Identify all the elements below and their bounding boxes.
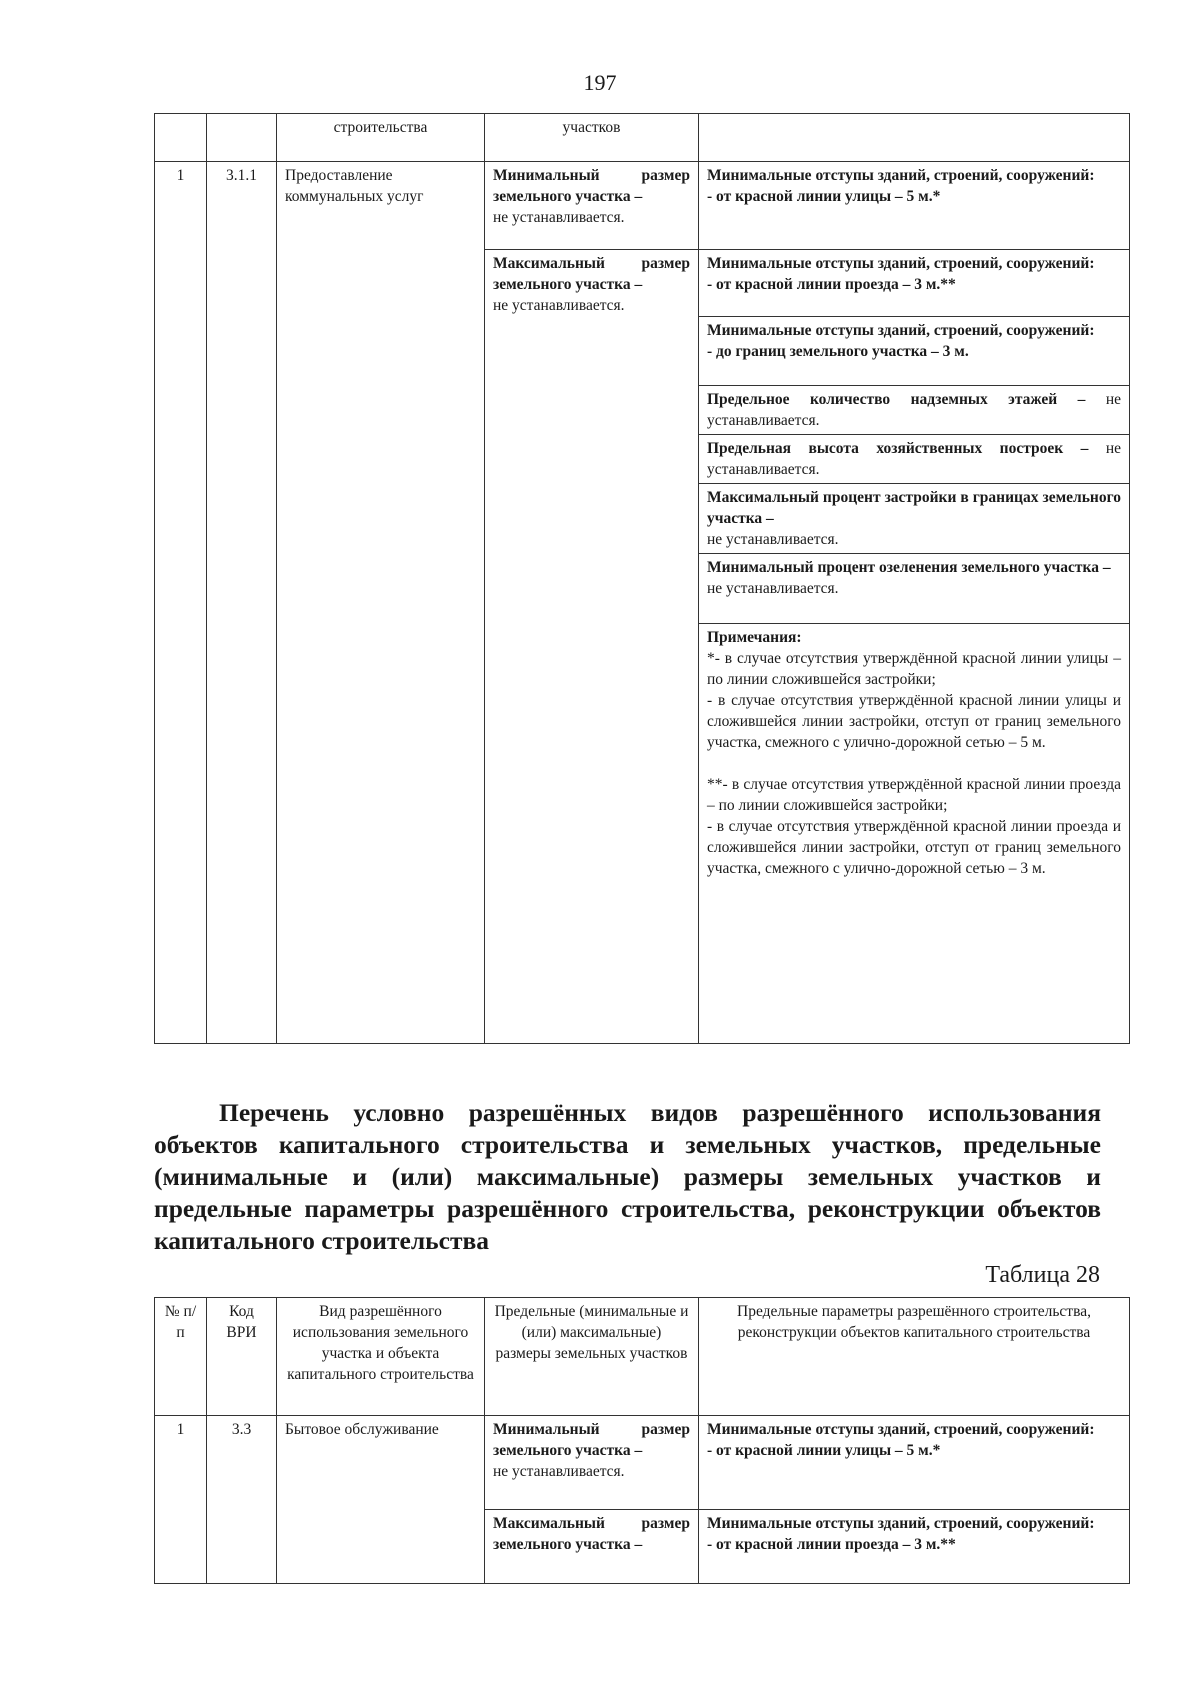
cell-size-max <box>485 1510 699 1584</box>
note-paragraph: *- в случае отсутствия утверждённой красной линии улицы – по линии сложившейся застройки; <box>707 650 1121 688</box>
param-label: Предельное количество надземных этажей – <box>707 391 1086 408</box>
cell-size-min <box>485 1416 699 1510</box>
param-label: Предельная высота хозяйственных построек – <box>707 440 1089 457</box>
cell-num: 1 <box>155 1416 207 1584</box>
param-label: Минимальные отступы зданий, строений, сооружений: <box>707 255 1095 272</box>
header-cell-size: Предельные (минимальные и (или) максимальные) размеры земельных участков <box>485 1298 699 1416</box>
size-min-value: не устанавливается. <box>493 209 625 226</box>
cell-param <box>699 317 1130 386</box>
cell-empty <box>207 114 277 162</box>
size-max-label: Максимальный размер земельного участка – <box>493 1515 690 1553</box>
header-cell-params: Предельные параметры разрешённого строительства, реконструкции объектов капитального строительства <box>699 1298 1130 1416</box>
cell-param <box>699 484 1130 554</box>
cell-use: Предоставление коммунальных услуг <box>277 162 485 1044</box>
cell-param <box>699 386 1130 435</box>
param-detail: не устанавливается. <box>707 580 839 597</box>
table-row-header-continued <box>155 114 1130 162</box>
size-min-label: Минимальный размер земельного участка – <box>493 1421 690 1459</box>
cell-param <box>699 1416 1130 1510</box>
size-max-value: не устанавливается. <box>493 297 625 314</box>
note-paragraph: - в случае отсутствия утверждённой красной линии улицы и сложившейся линии застройки, отступ от границ земельного участка, смежного с улично-дорожной сетью – 5 м. <box>707 692 1121 751</box>
param-detail: не устанавливается. <box>707 440 1121 478</box>
cell-param <box>699 554 1130 624</box>
param-detail: не устанавливается. <box>707 391 1122 429</box>
cell-size-min <box>485 162 699 250</box>
param-detail: - до границ земельного участка – 3 м. <box>707 343 969 360</box>
cell-size-max <box>485 250 699 1044</box>
header-cell-use: строительства <box>277 114 485 162</box>
size-max-label: Максимальный размер земельного участка – <box>493 255 690 293</box>
table-row <box>155 162 1130 250</box>
notes-title: Примечания: <box>707 629 802 646</box>
param-detail: - от красной линии улицы – 5 м.* <box>707 188 941 205</box>
param-detail: - от красной линии проезда – 3 м.** <box>707 1536 956 1553</box>
param-label: Минимальные отступы зданий, строений, сооружений: <box>707 1421 1095 1438</box>
note-paragraph: **- в случае отсутствия утверждённой красной линии проезда – по линии сложившейся застройки; <box>707 776 1121 814</box>
param-detail: - от красной линии улицы – 5 м.* <box>707 1442 941 1459</box>
param-detail: не устанавливается. <box>707 531 839 548</box>
size-min-label: Минимальный размер земельного участка – <box>493 167 690 205</box>
param-label: Минимальный процент озеленения земельного участка – <box>707 559 1111 576</box>
param-label: Минимальные отступы зданий, строений, сооружений: <box>707 322 1095 339</box>
table-continued <box>154 113 1130 1044</box>
cell-code: 3.1.1 <box>207 162 277 1044</box>
page-number: 197 <box>583 70 617 95</box>
cell-use: Бытовое обслуживание <box>277 1416 485 1584</box>
header-cell-num: № п/п <box>155 1298 207 1416</box>
size-min-value: не устанавливается. <box>493 1463 625 1480</box>
header-cell-size: участков <box>485 114 699 162</box>
cell-empty <box>699 114 1130 162</box>
param-detail: - от красной линии проезда – 3 м.** <box>707 276 956 293</box>
header-cell-use: Вид разрешённого использования земельного участка и объекта капитального строительства <box>277 1298 485 1416</box>
cell-empty <box>155 114 207 162</box>
table-header-row <box>155 1298 1130 1416</box>
cell-num: 1 <box>155 162 207 1044</box>
note-paragraph: - в случае отсутствия утверждённой красной линии проезда и сложившейся линии застройки, отступ от границ земельного участка, смежного с улично-дорожной сетью – 3 м. <box>707 818 1121 877</box>
table-28 <box>154 1297 1130 1584</box>
cell-code: 3.3 <box>207 1416 277 1584</box>
param-label: Максимальный процент застройки в границах земельного участка – <box>707 489 1121 527</box>
cell-param <box>699 250 1130 317</box>
cell-param <box>699 435 1130 484</box>
table-row <box>155 1416 1130 1510</box>
table-label: Таблица 28 <box>985 1262 1100 1288</box>
section-heading: Перечень условно разрешённых видов разрешённого использования объектов капитального строительства и земельных участков, предельные (минимальные и (или) максимальные) размеры земельных участков и предельные параметры разрешённого строительства, реконструкции объектов капитального строительства <box>154 1098 1101 1255</box>
cell-notes <box>699 624 1130 1044</box>
param-label: Минимальные отступы зданий, строений, сооружений: <box>707 167 1095 184</box>
param-label: Минимальные отступы зданий, строений, сооружений: <box>707 1515 1095 1532</box>
cell-param <box>699 1510 1130 1584</box>
cell-param <box>699 162 1130 250</box>
header-cell-code: Код ВРИ <box>207 1298 277 1416</box>
